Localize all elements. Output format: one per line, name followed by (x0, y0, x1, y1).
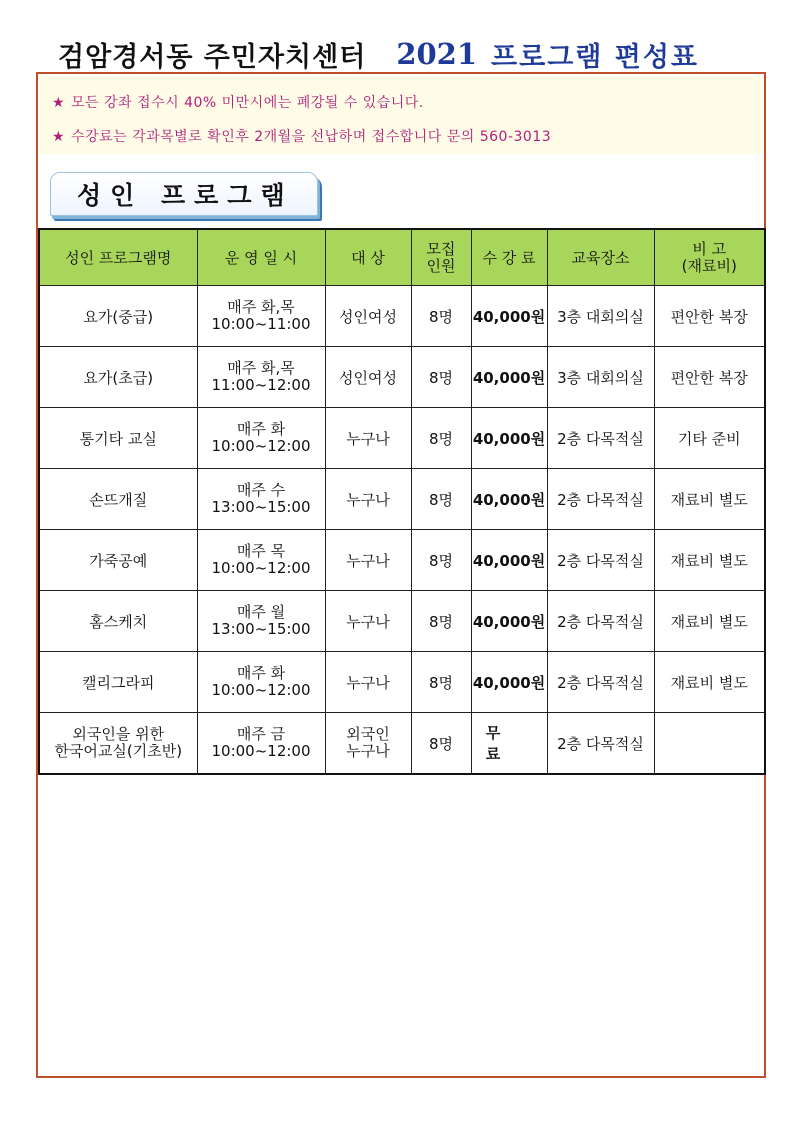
program-schedule (197, 286, 325, 347)
schedule-day: 매주 월 (236, 603, 286, 621)
section-title-tab (50, 172, 318, 216)
table-row (39, 286, 765, 347)
program-note: 재료비 별도 (654, 591, 765, 652)
table-row (39, 347, 765, 408)
header-note-line-2: (재료비) (681, 256, 737, 275)
schedule-time: 11:00~12:00 (211, 376, 311, 394)
program-schedule (197, 530, 325, 591)
notice-text-1: 모든 강좌 접수시 40% 미만시에는 폐강될 수 있습니다. (71, 95, 424, 111)
program-name: 통기타 교실 (39, 408, 197, 469)
section-title: 성인 프로그램 (77, 181, 294, 210)
program-place: 2층 다목적실 (547, 408, 654, 469)
program-note: 기타 준비 (654, 408, 765, 469)
program-name: 가죽공예 (39, 530, 197, 591)
table-row (39, 408, 765, 469)
program-capacity: 8명 (411, 652, 471, 713)
program-note: 편안한 복장 (654, 286, 765, 347)
schedule-day: 매주 화 (236, 420, 286, 438)
program-fee: 40,000원 (471, 347, 547, 408)
program-target: 누구나 (325, 530, 411, 591)
program-capacity: 8명 (411, 591, 471, 652)
header-note (654, 229, 765, 286)
program-capacity: 8명 (411, 530, 471, 591)
program-capacity: 8명 (411, 408, 471, 469)
header-fee: 수 강 료 (471, 229, 547, 286)
program-fee: 무료 (471, 713, 547, 775)
program-note (654, 713, 765, 775)
table-row (39, 530, 765, 591)
table-row (39, 469, 765, 530)
table-row (39, 591, 765, 652)
program-capacity: 8명 (411, 713, 471, 775)
star-icon: ★ (52, 95, 66, 111)
table-row (39, 652, 765, 713)
program-schedule (197, 347, 325, 408)
program-place: 3층 대회의실 (547, 347, 654, 408)
schedule-day: 매주 목 (236, 542, 286, 560)
header-schedule: 운 영 일 시 (197, 229, 325, 286)
program-name-line-2: 한국어교실(기초반) (54, 742, 183, 760)
program-target: 성인여성 (325, 286, 411, 347)
schedule-time: 13:00~15:00 (211, 620, 311, 638)
program-note: 재료비 별도 (654, 530, 765, 591)
program-fee: 40,000원 (471, 286, 547, 347)
schedule-day: 매주 수 (236, 481, 286, 499)
header-note-line-1: 비 고 (692, 239, 727, 258)
target-line-2: 누구나 (346, 742, 390, 760)
header-capacity-line-1: 모집 (426, 239, 456, 258)
table-row (39, 713, 765, 775)
program-name (39, 713, 197, 775)
program-subtitle: 프로그램 편성표 (491, 41, 700, 73)
schedule-day: 매주 화,목 (227, 359, 295, 377)
notice-box (40, 76, 762, 154)
program-place: 2층 다목적실 (547, 713, 654, 775)
program-name: 손뜨개질 (39, 469, 197, 530)
schedule-time: 10:00~12:00 (211, 742, 311, 760)
program-place: 2층 다목적실 (547, 652, 654, 713)
schedule-time: 10:00~12:00 (211, 559, 311, 577)
schedule-day: 매주 화,목 (227, 298, 295, 316)
header-target: 대 상 (325, 229, 411, 286)
program-fee: 40,000원 (471, 591, 547, 652)
program-capacity: 8명 (411, 286, 471, 347)
program-capacity: 8명 (411, 469, 471, 530)
program-table (38, 228, 766, 775)
target-line-1: 외국인 (346, 725, 390, 743)
schedule-time: 10:00~11:00 (211, 315, 311, 333)
program-note: 편안한 복장 (654, 347, 765, 408)
schedule-time: 10:00~12:00 (211, 681, 311, 699)
header-place: 교육장소 (547, 229, 654, 286)
program-schedule (197, 469, 325, 530)
program-name: 홈스케치 (39, 591, 197, 652)
header-capacity-line-2: 인원 (426, 256, 456, 275)
program-year: 2021 (396, 37, 478, 71)
program-name: 캘리그라피 (39, 652, 197, 713)
program-capacity: 8명 (411, 347, 471, 408)
program-name: 요가(초급) (39, 347, 197, 408)
center-title: 검암경서동 주민자치센터 (58, 41, 367, 73)
program-place: 2층 다목적실 (547, 469, 654, 530)
program-schedule (197, 713, 325, 775)
program-schedule (197, 652, 325, 713)
program-target: 성인여성 (325, 347, 411, 408)
program-schedule (197, 591, 325, 652)
program-place: 2층 다목적실 (547, 530, 654, 591)
program-name: 요가(중급) (39, 286, 197, 347)
program-fee: 40,000원 (471, 652, 547, 713)
header-capacity (411, 229, 471, 286)
header-name: 성인 프로그램명 (39, 229, 197, 286)
star-icon: ★ (52, 129, 66, 145)
program-target (325, 713, 411, 775)
program-place: 3층 대회의실 (547, 286, 654, 347)
notice-line-2 (52, 126, 551, 146)
program-target: 누구나 (325, 591, 411, 652)
table-header-row (39, 229, 765, 286)
program-fee: 40,000원 (471, 408, 547, 469)
program-fee: 40,000원 (471, 469, 547, 530)
schedule-time: 10:00~12:00 (211, 437, 311, 455)
program-target: 누구나 (325, 652, 411, 713)
schedule-time: 13:00~15:00 (211, 498, 311, 516)
program-name-line-1: 외국인을 위한 (72, 725, 165, 743)
schedule-day: 매주 화 (236, 664, 286, 682)
program-target: 누구나 (325, 408, 411, 469)
program-fee: 40,000원 (471, 530, 547, 591)
notice-text-2: 수강료는 각과목별로 확인후 2개월을 선납하며 접수합니다 문의 560-3013 (71, 129, 552, 145)
document-header (40, 34, 760, 74)
program-schedule (197, 408, 325, 469)
program-note: 재료비 별도 (654, 469, 765, 530)
schedule-day: 매주 금 (236, 725, 286, 743)
program-note: 재료비 별도 (654, 652, 765, 713)
notice-line-1 (52, 92, 424, 112)
program-place: 2층 다목적실 (547, 591, 654, 652)
program-target: 누구나 (325, 469, 411, 530)
